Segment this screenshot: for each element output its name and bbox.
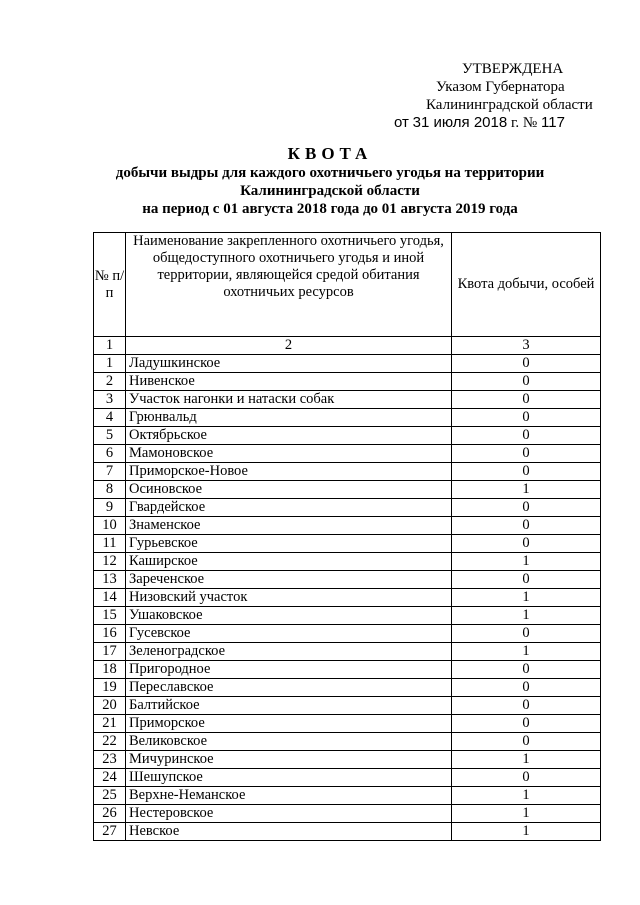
row-quota: 0 — [452, 697, 601, 715]
row-quota: 1 — [452, 553, 601, 571]
column-index-1: 1 — [94, 337, 126, 355]
row-name: Великовское — [126, 733, 452, 751]
row-quota: 0 — [452, 715, 601, 733]
row-name: Низовский участок — [126, 589, 452, 607]
table-row — [94, 607, 601, 625]
table-row — [94, 463, 601, 481]
row-number: 9 — [94, 499, 126, 517]
row-name: Каширское — [126, 553, 452, 571]
table-row — [94, 481, 601, 499]
table-row — [94, 589, 601, 607]
table-row — [94, 733, 601, 751]
row-quota: 0 — [452, 499, 601, 517]
table-row — [94, 769, 601, 787]
row-number: 6 — [94, 445, 126, 463]
row-quota: 0 — [452, 679, 601, 697]
table-row — [94, 355, 601, 373]
row-name: Ладушкинское — [126, 355, 452, 373]
title-line-2: Калининградской области — [240, 183, 420, 199]
row-name: Верхне-Неманское — [126, 787, 452, 805]
table-row — [94, 697, 601, 715]
row-quota: 0 — [452, 625, 601, 643]
approval-line-date — [380, 114, 620, 132]
row-name: Пригородное — [126, 661, 452, 679]
row-name: Октябрьское — [126, 427, 452, 445]
row-quota: 1 — [452, 805, 601, 823]
row-quota: 0 — [452, 427, 601, 445]
row-number: 11 — [94, 535, 126, 553]
table-row — [94, 823, 601, 841]
row-name: Шешупское — [126, 769, 452, 787]
row-name: Грюнвальд — [126, 409, 452, 427]
quota-table — [93, 232, 601, 841]
approval-line-approved: УТВЕРЖДЕНА — [462, 61, 564, 77]
row-name: Нестеровское — [126, 805, 452, 823]
row-number: 18 — [94, 661, 126, 679]
approval-year-suffix: г. № — [510, 115, 538, 131]
row-name: Осиновское — [126, 481, 452, 499]
row-number: 19 — [94, 679, 126, 697]
table-row — [94, 715, 601, 733]
row-number: 20 — [94, 697, 126, 715]
row-number: 2 — [94, 373, 126, 391]
row-quota: 0 — [452, 373, 601, 391]
header-quota: Квота добычи, особей — [452, 233, 601, 337]
title-line-3: на период с 01 августа 2018 года до 01 августа 2019 года — [142, 201, 518, 217]
row-name: Знаменское — [126, 517, 452, 535]
row-number: 25 — [94, 787, 126, 805]
table-row — [94, 643, 601, 661]
row-number: 23 — [94, 751, 126, 769]
document-title — [100, 144, 560, 218]
row-quota: 1 — [452, 787, 601, 805]
row-quota: 0 — [452, 391, 601, 409]
row-name: Балтийское — [126, 697, 452, 715]
row-quota: 1 — [452, 589, 601, 607]
row-name: Зареченское — [126, 571, 452, 589]
table-row — [94, 445, 601, 463]
row-number: 3 — [94, 391, 126, 409]
header-name: Наименование закрепленного охотничьего угодья, общедоступного охотничьего угодья и иной территории, являющейся средой обитания охотничьих ресурсов — [126, 233, 452, 337]
column-index-3: 3 — [452, 337, 601, 355]
approval-line-decree: Указом Губернатора — [436, 79, 565, 95]
row-number: 16 — [94, 625, 126, 643]
row-name: Приморское-Новое — [126, 463, 452, 481]
table-row — [94, 787, 601, 805]
approval-date: 31 июля 2018 — [412, 114, 508, 131]
row-number: 24 — [94, 769, 126, 787]
row-quota: 0 — [452, 571, 601, 589]
row-number: 4 — [94, 409, 126, 427]
column-index-2: 2 — [126, 337, 452, 355]
table-row — [94, 517, 601, 535]
row-number: 14 — [94, 589, 126, 607]
row-name: Зеленоградское — [126, 643, 452, 661]
row-number: 5 — [94, 427, 126, 445]
row-quota: 0 — [452, 517, 601, 535]
row-number: 26 — [94, 805, 126, 823]
row-number: 1 — [94, 355, 126, 373]
table-row — [94, 625, 601, 643]
row-number: 22 — [94, 733, 126, 751]
table-row — [94, 535, 601, 553]
row-quota: 1 — [452, 643, 601, 661]
row-number: 17 — [94, 643, 126, 661]
row-quota: 1 — [452, 751, 601, 769]
row-name: Невское — [126, 823, 452, 841]
table-row — [94, 499, 601, 517]
row-quota: 0 — [452, 445, 601, 463]
row-name: Гвардейское — [126, 499, 452, 517]
row-quota: 1 — [452, 481, 601, 499]
row-number: 7 — [94, 463, 126, 481]
row-quota: 0 — [452, 463, 601, 481]
row-quota: 0 — [452, 769, 601, 787]
title-line-1: добычи выдры для каждого охотничьего угодья на территории — [115, 165, 545, 181]
row-number: 12 — [94, 553, 126, 571]
row-quota: 1 — [452, 607, 601, 625]
column-index-row — [94, 337, 601, 355]
approval-line-region: Калининградской области — [426, 97, 593, 113]
header-number: № п/п — [94, 233, 126, 337]
row-name: Переславское — [126, 679, 452, 697]
row-quota: 0 — [452, 733, 601, 751]
row-name: Нивенское — [126, 373, 452, 391]
approval-number: 117 — [541, 114, 565, 131]
title-heading: КВОТА — [287, 144, 373, 163]
table-header-row — [94, 233, 601, 337]
row-number: 27 — [94, 823, 126, 841]
row-name: Ушаковское — [126, 607, 452, 625]
table-body — [94, 355, 601, 841]
table-row — [94, 805, 601, 823]
table-row — [94, 409, 601, 427]
table-row — [94, 661, 601, 679]
row-number: 21 — [94, 715, 126, 733]
approval-prefix: от — [394, 114, 409, 131]
row-quota: 0 — [452, 661, 601, 679]
row-number: 13 — [94, 571, 126, 589]
row-number: 8 — [94, 481, 126, 499]
row-name: Мамоновское — [126, 445, 452, 463]
row-quota: 0 — [452, 535, 601, 553]
table-row — [94, 373, 601, 391]
row-name: Участок нагонки и натаски собак — [126, 391, 452, 409]
approval-stamp — [380, 60, 620, 132]
row-quota: 0 — [452, 355, 601, 373]
row-number: 15 — [94, 607, 126, 625]
row-name: Гусевское — [126, 625, 452, 643]
table-row — [94, 571, 601, 589]
table-row — [94, 751, 601, 769]
row-name: Гурьевское — [126, 535, 452, 553]
table-row — [94, 391, 601, 409]
row-name: Мичуринское — [126, 751, 452, 769]
table-row — [94, 553, 601, 571]
row-name: Приморское — [126, 715, 452, 733]
table-row — [94, 679, 601, 697]
row-quota: 0 — [452, 409, 601, 427]
row-number: 10 — [94, 517, 126, 535]
table-row — [94, 427, 601, 445]
row-quota: 1 — [452, 823, 601, 841]
